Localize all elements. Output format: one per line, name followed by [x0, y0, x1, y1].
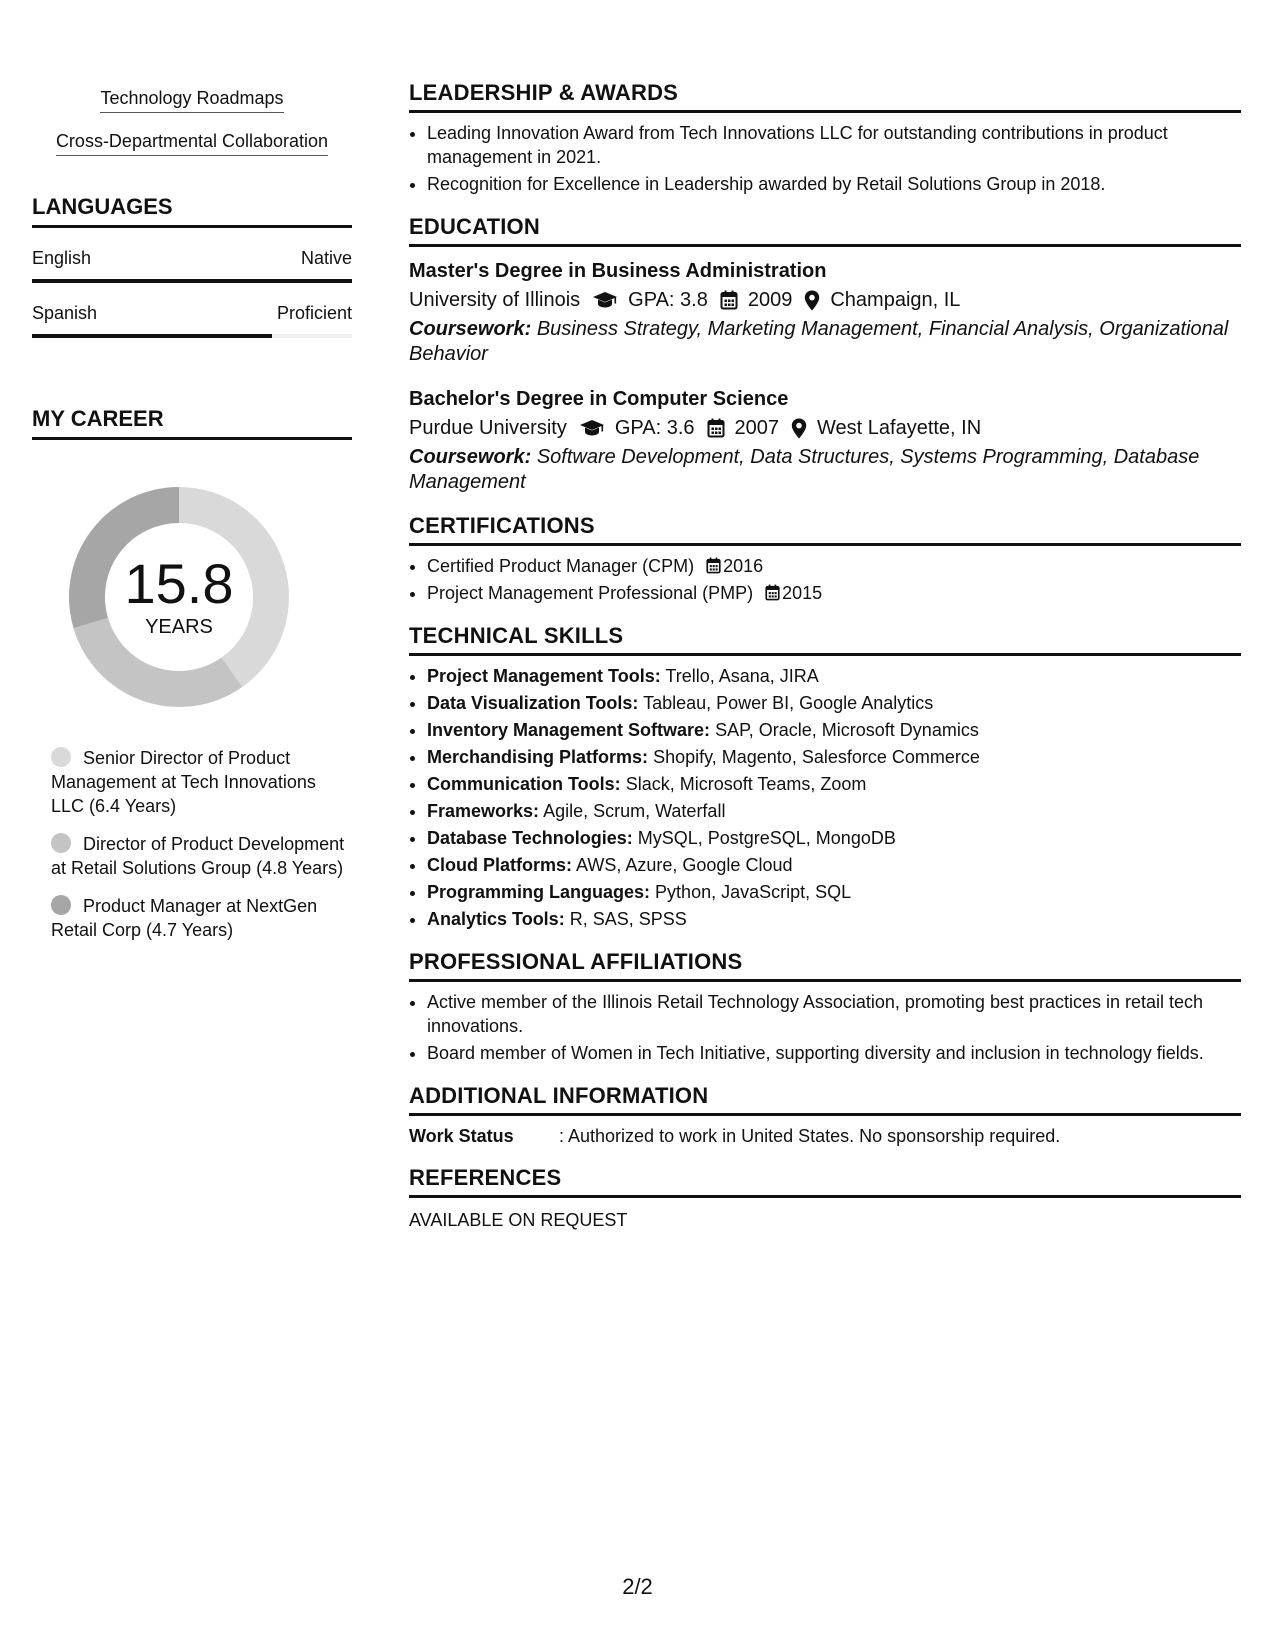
references-section — [409, 1165, 1241, 1231]
coursework-label: Coursework: — [409, 446, 532, 468]
career-heading: MY CAREER — [32, 406, 352, 440]
school-name: University of Illinois — [409, 289, 581, 311]
skill-values: SAP, Oracle, Microsoft Dynamics — [715, 720, 979, 740]
technical-skill-item — [427, 691, 1241, 715]
technical-skill-item — [427, 664, 1241, 688]
skill-values: MySQL, PostgreSQL, MongoDB — [637, 828, 896, 848]
skill-values: R, SAS, SPSS — [569, 909, 687, 929]
legend-dot — [51, 833, 71, 853]
skill-category: Frameworks: — [427, 801, 540, 821]
degree-title: Bachelor's Degree in Computer Science — [409, 388, 789, 410]
skill-category: Analytics Tools: — [427, 909, 565, 929]
technical-skill-item — [427, 826, 1241, 850]
skill-category: Inventory Management Software: — [427, 720, 711, 740]
additional-heading: ADDITIONAL INFORMATION — [409, 1083, 1241, 1116]
school-location: West Lafayette, IN — [817, 417, 982, 439]
technical-skill-item — [427, 772, 1241, 796]
language-row — [32, 303, 352, 324]
skill-values: Slack, Microsoft Teams, Zoom — [625, 774, 867, 794]
language-proficiency-fill — [32, 334, 272, 338]
calendar-icon — [720, 290, 738, 310]
calendar-icon — [765, 584, 780, 601]
work-status-value: : Authorized to work in United States. No sponsorship required. — [559, 1126, 1061, 1146]
technical-skill-item — [427, 799, 1241, 823]
affiliations-section — [409, 949, 1241, 1065]
language-level: Native — [300, 248, 352, 268]
page-number: 2/2 — [622, 1574, 653, 1599]
education-meta — [409, 285, 1241, 315]
leadership-list — [409, 121, 1241, 196]
graduation-year: 2009 — [747, 289, 793, 311]
coursework-text: Business Strategy, Marketing Management, Financial Analysis, Organizational Behavior — [409, 318, 1229, 365]
list-item: • Recognition for Excellence in Leadership awarded by Retail Solutions Group in 2018. — [427, 172, 1241, 196]
education-meta — [409, 413, 1241, 443]
skill-category: Project Management Tools: — [427, 666, 661, 686]
career-item-text: Director of Product Development at Retail Solutions Group (4.8 Years) — [51, 834, 345, 878]
graduation-cap-icon — [592, 291, 618, 309]
language-name: English — [32, 248, 92, 268]
leadership-heading: LEADERSHIP & AWARDS — [409, 80, 1241, 113]
affiliations-list — [409, 990, 1241, 1065]
degree-title: Master's Degree in Business Administration — [409, 260, 827, 282]
education-list — [409, 257, 1241, 495]
graduation-year: 2007 — [734, 417, 780, 439]
map-pin-icon — [804, 290, 820, 311]
career-item — [51, 894, 352, 942]
graduation-cap-icon — [579, 419, 605, 437]
languages-list — [32, 248, 352, 338]
work-status-label: Work Status — [409, 1126, 514, 1146]
school-name: Purdue University — [409, 417, 567, 439]
certifications-section — [409, 513, 1241, 605]
skill-category: Communication Tools: — [427, 774, 621, 794]
gpa: GPA: 3.6 — [614, 417, 695, 439]
language-proficiency-fill — [32, 279, 352, 283]
work-status-row — [409, 1126, 1241, 1147]
career-item-text: Product Manager at NextGen Retail Corp (4.7 Years) — [51, 896, 318, 940]
sidebar — [32, 80, 352, 956]
career-total-unit: YEARS — [145, 616, 213, 638]
coursework-text: Software Development, Data Structures, Systems Programming, Database Management — [409, 446, 1200, 493]
calendar-icon — [707, 418, 725, 438]
career-donut-chart — [66, 484, 292, 710]
career-item-text: Senior Director of Product Management at Tech Innovations LLC (6.4 Years) — [51, 748, 316, 816]
technical-skill-item — [427, 880, 1241, 904]
education-section — [409, 214, 1241, 495]
language-name: Spanish — [32, 303, 98, 323]
legend-dot — [51, 747, 71, 767]
career-item — [51, 832, 352, 880]
skill-tag: Cross-Departmental Collaboration — [56, 131, 328, 156]
technical-skills-heading: TECHNICAL SKILLS — [409, 623, 1241, 656]
certification-item — [427, 581, 1241, 605]
language-level: Proficient — [276, 303, 352, 323]
main-content — [409, 80, 1241, 1249]
certification-year: 2016 — [723, 556, 764, 576]
coursework — [409, 317, 1241, 367]
skill-values: Trello, Asana, JIRA — [665, 666, 819, 686]
affiliations-heading: PROFESSIONAL AFFILIATIONS — [409, 949, 1241, 982]
references-text: AVAILABLE ON REQUEST — [409, 1210, 628, 1230]
certifications-heading: CERTIFICATIONS — [409, 513, 1241, 546]
career-total-years: 15.8 — [124, 552, 234, 615]
skill-category: Cloud Platforms: — [427, 855, 573, 875]
skill-values: AWS, Azure, Google Cloud — [576, 855, 793, 875]
career-donut-center — [66, 552, 292, 639]
skill-category: Data Visualization Tools: — [427, 693, 639, 713]
career-list — [51, 746, 352, 942]
coursework — [409, 445, 1241, 495]
technical-skill-item — [427, 853, 1241, 877]
skill-tags — [32, 80, 352, 166]
additional-section — [409, 1083, 1241, 1147]
technical-skill-item — [427, 907, 1241, 931]
skill-category: Database Technologies: — [427, 828, 633, 848]
skill-category: Programming Languages: — [427, 882, 651, 902]
languages-heading: LANGUAGES — [32, 194, 352, 228]
school-location: Champaign, IL — [830, 289, 961, 311]
list-item: • Leading Innovation Award from Tech Innovations LLC for outstanding contributions in product management in 2021. — [427, 121, 1241, 169]
gpa: GPA: 3.8 — [628, 289, 708, 311]
coursework-label: Coursework: — [409, 318, 532, 340]
skill-values: Python, JavaScript, SQL — [655, 882, 852, 902]
language-proficiency-bar — [32, 279, 352, 283]
career-section — [32, 406, 352, 942]
technical-skills-section — [409, 623, 1241, 931]
technical-skill-item — [427, 745, 1241, 769]
skill-values: Shopify, Magento, Salesforce Commerce — [653, 747, 980, 767]
references-heading: REFERENCES — [409, 1165, 1241, 1198]
technical-skill-item — [427, 718, 1241, 742]
language-proficiency-bar — [32, 334, 352, 338]
certification-item — [427, 554, 1241, 578]
skill-values: Tableau, Power BI, Google Analytics — [643, 693, 934, 713]
education-heading: EDUCATION — [409, 214, 1241, 247]
map-pin-icon — [791, 418, 807, 439]
career-item — [51, 746, 352, 818]
certification-name: Project Management Professional (PMP) — [427, 583, 754, 603]
calendar-icon — [706, 557, 721, 574]
skill-category: Merchandising Platforms: — [427, 747, 649, 767]
technical-skills-list — [409, 664, 1241, 931]
language-row — [32, 248, 352, 269]
certifications-list — [409, 554, 1241, 605]
list-item: • Board member of Women in Tech Initiative, supporting diversity and inclusion in technology fields. — [427, 1041, 1241, 1065]
leadership-section — [409, 80, 1241, 196]
legend-dot — [51, 895, 71, 915]
education-entry — [409, 257, 1241, 367]
skill-tag: Technology Roadmaps — [100, 88, 283, 113]
certification-name: Certified Product Manager (CPM) — [427, 556, 695, 576]
certification-year: 2015 — [782, 583, 823, 603]
skill-values: Agile, Scrum, Waterfall — [543, 801, 726, 821]
languages-section — [32, 194, 352, 338]
education-entry — [409, 385, 1241, 495]
list-item: • Active member of the Illinois Retail Technology Association, promoting best practices in retail tech innovations. — [427, 990, 1241, 1038]
